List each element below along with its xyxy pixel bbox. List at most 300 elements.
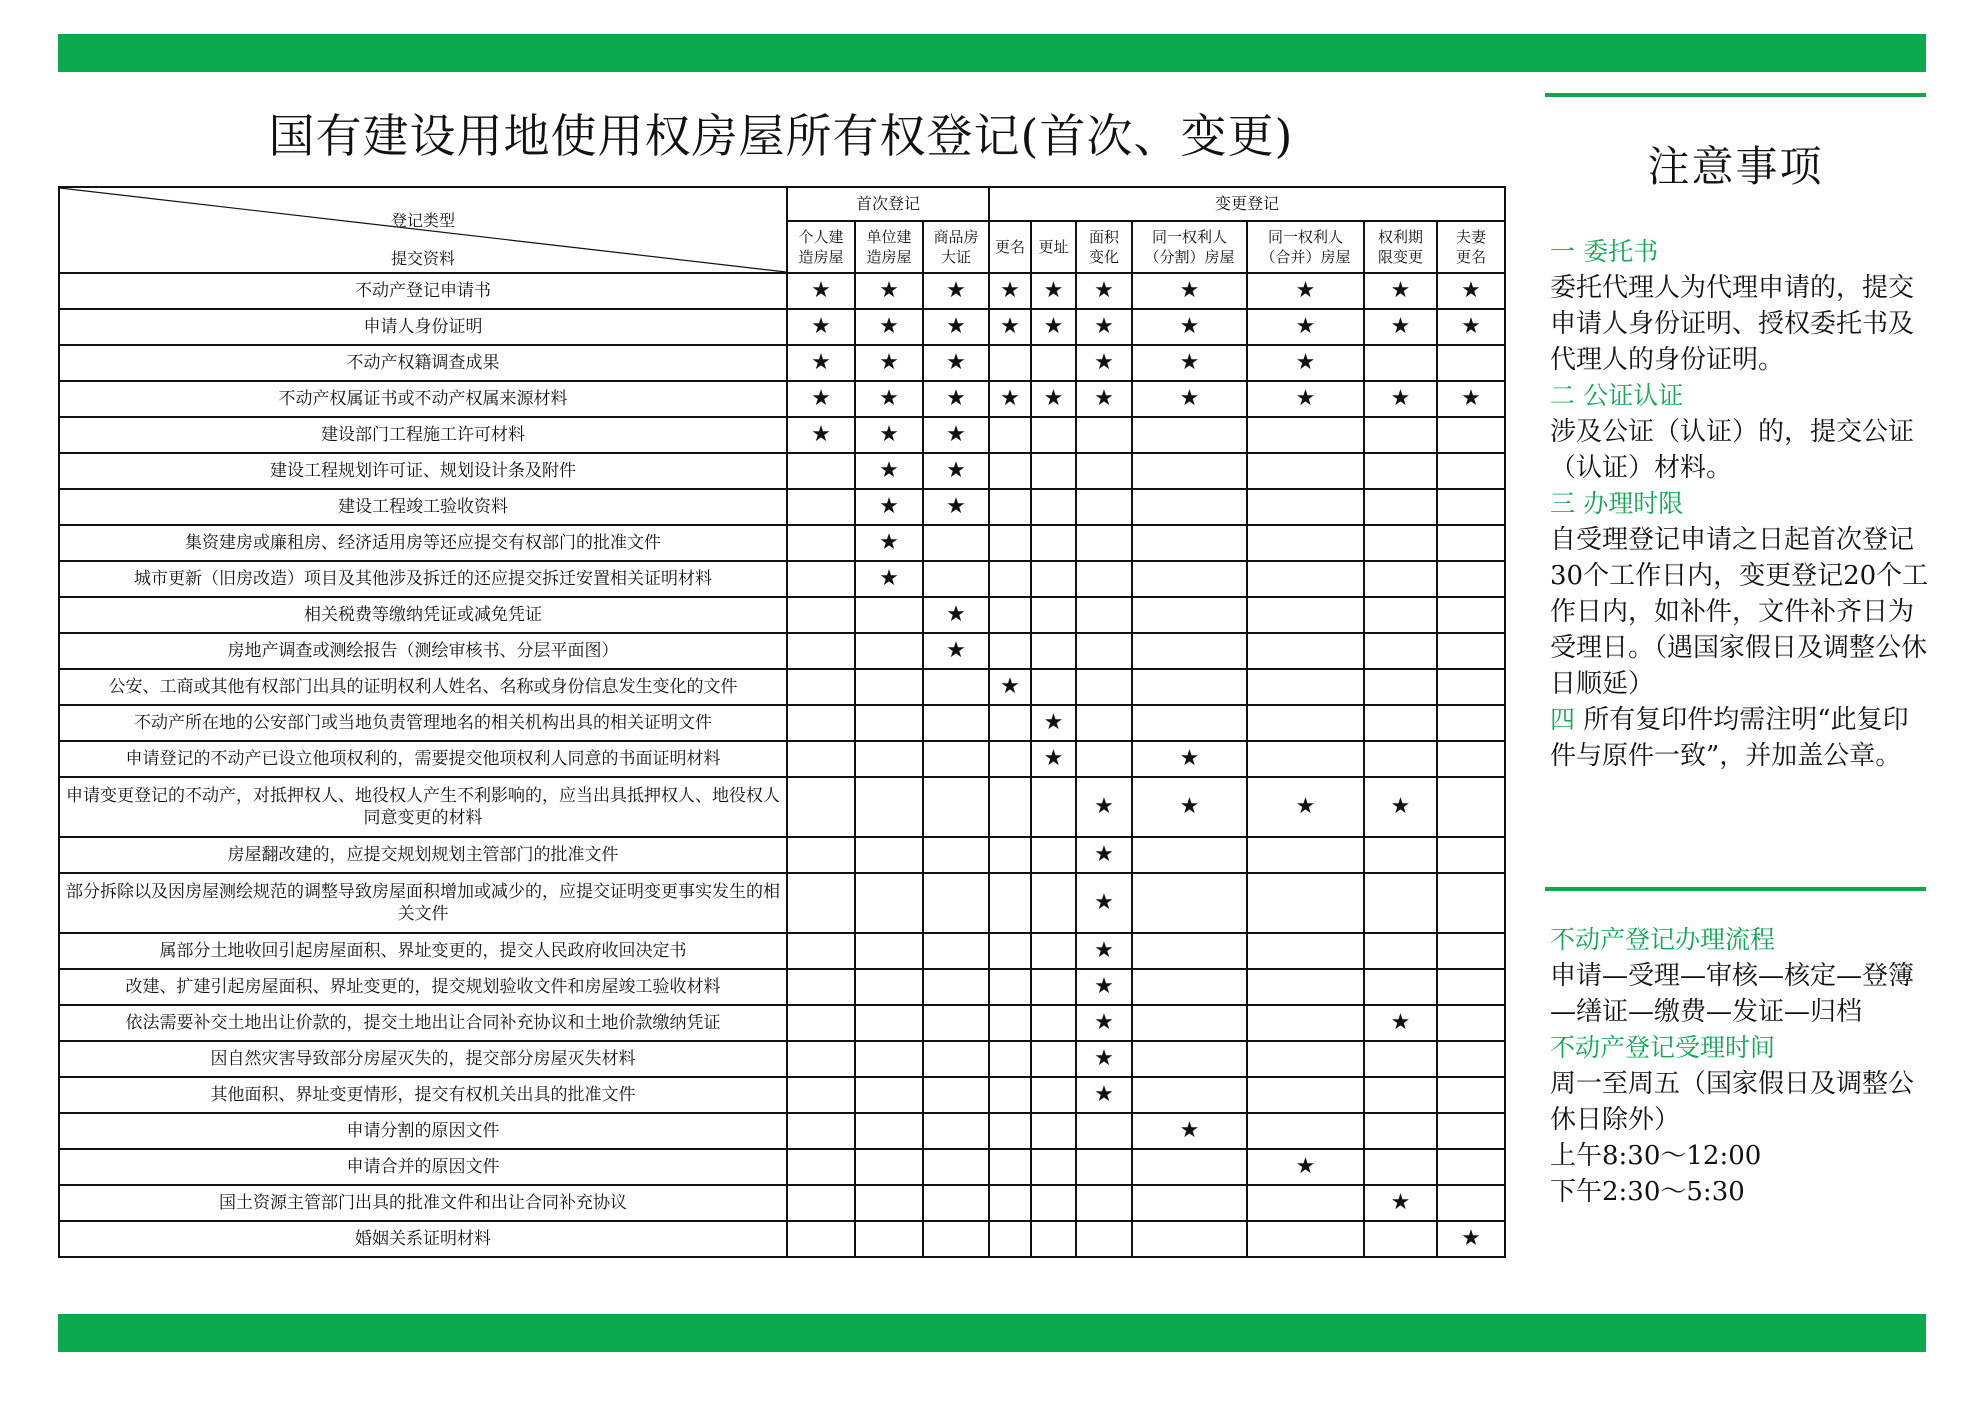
empty-cell xyxy=(1132,969,1247,1005)
empty-cell xyxy=(1437,1185,1505,1221)
required-star-cell xyxy=(923,633,989,669)
required-star-cell xyxy=(855,345,923,381)
empty-cell xyxy=(989,1221,1031,1257)
empty-cell xyxy=(787,705,855,741)
required-star-cell xyxy=(1437,1221,1505,1257)
table-row xyxy=(59,1077,1505,1113)
empty-cell xyxy=(1031,1149,1076,1185)
column-header: 面积 变化 xyxy=(1076,221,1132,273)
empty-cell xyxy=(989,705,1031,741)
star-icon: ★ xyxy=(1000,314,1020,339)
material-label: 不动产权籍调查成果 xyxy=(59,345,787,381)
empty-cell xyxy=(1437,453,1505,489)
empty-cell xyxy=(1437,933,1505,969)
required-star-cell xyxy=(989,381,1031,417)
empty-cell xyxy=(1437,1005,1505,1041)
required-star-cell xyxy=(1076,345,1132,381)
star-icon: ★ xyxy=(1461,314,1481,339)
empty-cell xyxy=(1247,969,1364,1005)
empty-cell xyxy=(989,837,1031,873)
required-star-cell xyxy=(1437,381,1505,417)
material-label: 依法需要补交土地出让价款的，提交土地出让合同补充协议和土地价款缴纳凭证 xyxy=(59,1005,787,1041)
side-middle-line xyxy=(1545,887,1926,891)
table-row xyxy=(59,561,1505,597)
table-row xyxy=(59,273,1505,309)
empty-cell xyxy=(1437,417,1505,453)
empty-cell xyxy=(787,453,855,489)
empty-cell xyxy=(1364,837,1437,873)
empty-cell xyxy=(1031,1113,1076,1149)
star-icon: ★ xyxy=(1043,278,1064,303)
required-star-cell xyxy=(1076,309,1132,345)
empty-cell xyxy=(1364,453,1437,489)
note-title: 办理时限 xyxy=(1583,489,1684,518)
table-corner-header xyxy=(59,187,787,273)
material-label: 房地产调查或测绘报告（测绘审核书、分层平面图） xyxy=(59,633,787,669)
empty-cell xyxy=(1031,453,1076,489)
required-star-cell xyxy=(787,309,855,345)
required-star-cell xyxy=(855,561,923,597)
material-label: 申请登记的不动产已设立他项权利的，需要提交他项权利人同意的书面证明材料 xyxy=(59,741,787,777)
empty-cell xyxy=(1437,777,1505,837)
empty-cell xyxy=(989,489,1031,525)
material-label: 改建、扩建引起房屋面积、界址变更的，提交规划验收文件和房屋竣工验收材料 xyxy=(59,969,787,1005)
required-star-cell xyxy=(1076,969,1132,1005)
material-label: 建设工程竣工验收资料 xyxy=(59,489,787,525)
star-icon: ★ xyxy=(946,314,966,339)
star-icon: ★ xyxy=(1461,386,1481,411)
empty-cell xyxy=(1031,597,1076,633)
empty-cell xyxy=(1247,669,1364,705)
star-icon: ★ xyxy=(946,422,966,447)
empty-cell xyxy=(1076,705,1132,741)
empty-cell xyxy=(855,933,923,969)
star-icon: ★ xyxy=(1094,1046,1114,1071)
empty-cell xyxy=(923,1185,989,1221)
required-star-cell xyxy=(1364,273,1437,309)
star-icon: ★ xyxy=(1390,1010,1411,1035)
star-icon: ★ xyxy=(946,350,966,375)
star-icon: ★ xyxy=(879,566,899,591)
empty-cell xyxy=(1364,597,1437,633)
bottom-green-bar xyxy=(58,1314,1926,1352)
empty-cell xyxy=(1076,453,1132,489)
empty-cell xyxy=(1364,1041,1437,1077)
empty-cell xyxy=(1132,1149,1247,1185)
column-header: 商品房 大证 xyxy=(923,221,989,273)
empty-cell xyxy=(1247,525,1364,561)
registration-materials-table xyxy=(58,186,1506,1258)
empty-cell xyxy=(1364,345,1437,381)
empty-cell xyxy=(787,597,855,633)
star-icon: ★ xyxy=(1295,386,1316,411)
empty-cell xyxy=(1132,873,1247,933)
empty-cell xyxy=(855,597,923,633)
material-label: 婚姻关系证明材料 xyxy=(59,1221,787,1257)
empty-cell xyxy=(1076,597,1132,633)
star-icon: ★ xyxy=(1094,386,1114,411)
empty-cell xyxy=(1031,1005,1076,1041)
material-label: 申请分割的原因文件 xyxy=(59,1113,787,1149)
star-icon: ★ xyxy=(1179,278,1200,303)
empty-cell xyxy=(1076,525,1132,561)
star-icon: ★ xyxy=(1000,386,1020,411)
empty-cell xyxy=(1076,669,1132,705)
required-star-cell xyxy=(1132,1113,1247,1149)
star-icon: ★ xyxy=(879,278,899,303)
table-row xyxy=(59,873,1505,933)
empty-cell xyxy=(787,933,855,969)
empty-cell xyxy=(855,705,923,741)
star-icon: ★ xyxy=(1043,386,1064,411)
empty-cell xyxy=(1437,1077,1505,1113)
group-header: 变更登记 xyxy=(989,187,1505,221)
table-row xyxy=(59,669,1505,705)
empty-cell xyxy=(923,1005,989,1041)
required-star-cell xyxy=(1247,345,1364,381)
note-body: 涉及公证（认证）的，提交公证（认证）材料。 xyxy=(1550,417,1915,483)
empty-cell xyxy=(787,1113,855,1149)
process-section xyxy=(1550,922,1930,1210)
empty-cell xyxy=(989,969,1031,1005)
star-icon: ★ xyxy=(879,458,899,483)
empty-cell xyxy=(1437,837,1505,873)
side-top-line xyxy=(1545,93,1926,97)
empty-cell xyxy=(1076,417,1132,453)
material-label: 申请人身份证明 xyxy=(59,309,787,345)
empty-cell xyxy=(1364,933,1437,969)
empty-cell xyxy=(1364,489,1437,525)
empty-cell xyxy=(1247,1113,1364,1149)
empty-cell xyxy=(989,933,1031,969)
empty-cell xyxy=(787,489,855,525)
empty-cell xyxy=(1076,1113,1132,1149)
empty-cell xyxy=(989,1005,1031,1041)
empty-cell xyxy=(1132,597,1247,633)
required-star-cell xyxy=(1076,273,1132,309)
notes-section xyxy=(1550,234,1930,774)
empty-cell xyxy=(1031,933,1076,969)
empty-cell xyxy=(1437,345,1505,381)
star-icon: ★ xyxy=(1461,1226,1481,1251)
empty-cell xyxy=(989,453,1031,489)
table-row xyxy=(59,633,1505,669)
empty-cell xyxy=(1364,561,1437,597)
star-icon: ★ xyxy=(1295,350,1316,375)
empty-cell xyxy=(1247,741,1364,777)
note-body: 委托代理人为代理申请的，提交申请人身份证明、授权委托书及代理人的身份证明。 xyxy=(1550,273,1915,375)
column-header: 更址 xyxy=(1031,221,1076,273)
required-star-cell xyxy=(1247,381,1364,417)
required-star-cell xyxy=(1132,381,1247,417)
required-star-cell xyxy=(1364,381,1437,417)
required-star-cell xyxy=(1247,1149,1364,1185)
required-star-cell xyxy=(1031,705,1076,741)
empty-cell xyxy=(1031,837,1076,873)
empty-cell xyxy=(1076,561,1132,597)
star-icon: ★ xyxy=(1179,386,1200,411)
required-star-cell xyxy=(989,669,1031,705)
star-icon: ★ xyxy=(811,422,831,447)
empty-cell xyxy=(989,345,1031,381)
empty-cell xyxy=(855,777,923,837)
table-row xyxy=(59,741,1505,777)
empty-cell xyxy=(787,1005,855,1041)
empty-cell xyxy=(787,969,855,1005)
empty-cell xyxy=(989,597,1031,633)
empty-cell xyxy=(1076,1149,1132,1185)
empty-cell xyxy=(855,1149,923,1185)
star-icon: ★ xyxy=(1390,314,1411,339)
empty-cell xyxy=(1247,1041,1364,1077)
empty-cell xyxy=(1132,561,1247,597)
empty-cell xyxy=(1437,525,1505,561)
note-number: 二 xyxy=(1550,381,1576,410)
material-label: 相关税费等缴纳凭证或减免凭证 xyxy=(59,597,787,633)
required-star-cell xyxy=(855,525,923,561)
empty-cell xyxy=(989,633,1031,669)
star-icon: ★ xyxy=(946,458,966,483)
empty-cell xyxy=(1364,1113,1437,1149)
required-star-cell xyxy=(855,381,923,417)
empty-cell xyxy=(1364,633,1437,669)
empty-cell xyxy=(923,969,989,1005)
empty-cell xyxy=(1247,837,1364,873)
empty-cell xyxy=(1031,525,1076,561)
note-title: 委托书 xyxy=(1583,237,1659,266)
empty-cell xyxy=(1437,669,1505,705)
empty-cell xyxy=(1437,741,1505,777)
empty-cell xyxy=(923,1041,989,1077)
empty-cell xyxy=(923,1221,989,1257)
required-star-cell xyxy=(787,273,855,309)
star-icon: ★ xyxy=(1094,794,1114,819)
empty-cell xyxy=(1031,1221,1076,1257)
required-star-cell xyxy=(855,417,923,453)
empty-cell xyxy=(1031,1077,1076,1113)
empty-cell xyxy=(989,1041,1031,1077)
corner-label-materials: 提交资料 xyxy=(390,249,455,268)
empty-cell xyxy=(1132,633,1247,669)
material-label: 不动产所在地的公安部门或当地负责管理地名的相关机构出具的相关证明文件 xyxy=(59,705,787,741)
empty-cell xyxy=(787,1149,855,1185)
column-header: 更名 xyxy=(989,221,1031,273)
required-star-cell xyxy=(855,309,923,345)
star-icon: ★ xyxy=(1295,278,1316,303)
empty-cell xyxy=(1031,1041,1076,1077)
empty-cell xyxy=(923,933,989,969)
empty-cell xyxy=(1364,969,1437,1005)
required-star-cell xyxy=(1132,345,1247,381)
required-star-cell xyxy=(1076,837,1132,873)
empty-cell xyxy=(1364,873,1437,933)
material-label: 城市更新（旧房改造）项目及其他涉及拆迁的还应提交拆迁安置相关证明材料 xyxy=(59,561,787,597)
empty-cell xyxy=(1364,705,1437,741)
required-star-cell xyxy=(1031,273,1076,309)
required-star-cell xyxy=(923,489,989,525)
empty-cell xyxy=(1132,1221,1247,1257)
note-body: 所有复印件均需注明“此复印件与原件一致”，并加盖公章。 xyxy=(1550,705,1909,771)
star-icon: ★ xyxy=(1094,1010,1114,1035)
empty-cell xyxy=(1076,633,1132,669)
empty-cell xyxy=(1364,1149,1437,1185)
star-icon: ★ xyxy=(879,314,899,339)
required-star-cell xyxy=(1132,309,1247,345)
star-icon: ★ xyxy=(946,638,966,663)
empty-cell xyxy=(1132,1185,1247,1221)
empty-cell xyxy=(1132,669,1247,705)
star-icon: ★ xyxy=(1179,350,1200,375)
required-star-cell xyxy=(787,381,855,417)
empty-cell xyxy=(1247,561,1364,597)
empty-cell xyxy=(1437,705,1505,741)
empty-cell xyxy=(989,561,1031,597)
column-header: 同一权利人 （合并）房屋 xyxy=(1247,221,1364,273)
note-title: 公证认证 xyxy=(1583,381,1684,410)
empty-cell xyxy=(1031,669,1076,705)
empty-cell xyxy=(1364,1221,1437,1257)
empty-cell xyxy=(1132,453,1247,489)
required-star-cell xyxy=(923,417,989,453)
material-label: 建设工程规划许可证、规划设计条及附件 xyxy=(59,453,787,489)
empty-cell xyxy=(787,1185,855,1221)
table-row xyxy=(59,1185,1505,1221)
empty-cell xyxy=(1437,1041,1505,1077)
material-label: 申请变更登记的不动产，对抵押权人、地役权人产生不利影响的，应当出具抵押权人、地役权人同意变更的材料 xyxy=(59,777,787,837)
empty-cell xyxy=(787,1077,855,1113)
empty-cell xyxy=(787,873,855,933)
empty-cell xyxy=(1132,933,1247,969)
table-row xyxy=(59,705,1505,741)
empty-cell xyxy=(1031,1185,1076,1221)
required-star-cell xyxy=(989,309,1031,345)
star-icon: ★ xyxy=(1094,890,1114,915)
empty-cell xyxy=(1132,1041,1247,1077)
star-icon: ★ xyxy=(1390,1190,1411,1215)
material-label: 不动产登记申请书 xyxy=(59,273,787,309)
empty-cell xyxy=(1132,705,1247,741)
required-star-cell xyxy=(1247,777,1364,837)
process-steps: 申请—受理—审核—核定—登簿—缮证—缴费—发证—归档 xyxy=(1550,961,1915,1027)
note-number: 三 xyxy=(1550,489,1576,518)
empty-cell xyxy=(989,873,1031,933)
star-icon: ★ xyxy=(1000,278,1020,303)
empty-cell xyxy=(1031,969,1076,1005)
table-row xyxy=(59,1005,1505,1041)
required-star-cell xyxy=(1437,309,1505,345)
star-icon: ★ xyxy=(1094,278,1114,303)
empty-cell xyxy=(787,837,855,873)
table-row xyxy=(59,1113,1505,1149)
hours-heading: 不动产登记受理时间 xyxy=(1550,1033,1776,1062)
empty-cell xyxy=(1364,417,1437,453)
star-icon: ★ xyxy=(1390,386,1411,411)
table-row xyxy=(59,1221,1505,1257)
empty-cell xyxy=(1076,1185,1132,1221)
star-icon: ★ xyxy=(879,494,899,519)
required-star-cell xyxy=(923,597,989,633)
table-row xyxy=(59,381,1505,417)
required-star-cell xyxy=(923,345,989,381)
star-icon: ★ xyxy=(879,350,899,375)
star-icon: ★ xyxy=(1179,1118,1200,1143)
required-star-cell xyxy=(855,489,923,525)
empty-cell xyxy=(923,741,989,777)
empty-cell xyxy=(989,1149,1031,1185)
star-icon: ★ xyxy=(946,278,966,303)
material-label: 集资建房或廉租房、经济适用房等还应提交有权部门的批准文件 xyxy=(59,525,787,561)
required-star-cell xyxy=(1132,273,1247,309)
table-row xyxy=(59,345,1505,381)
required-star-cell xyxy=(1031,381,1076,417)
star-icon: ★ xyxy=(811,278,831,303)
required-star-cell xyxy=(1031,309,1076,345)
empty-cell xyxy=(855,837,923,873)
empty-cell xyxy=(1031,561,1076,597)
empty-cell xyxy=(1031,873,1076,933)
empty-cell xyxy=(787,1221,855,1257)
empty-cell xyxy=(855,633,923,669)
empty-cell xyxy=(1076,489,1132,525)
empty-cell xyxy=(1247,1221,1364,1257)
star-icon: ★ xyxy=(879,530,899,555)
empty-cell xyxy=(923,1077,989,1113)
table-row xyxy=(59,933,1505,969)
star-icon: ★ xyxy=(1094,842,1114,867)
required-star-cell xyxy=(1076,777,1132,837)
note-heading xyxy=(1550,234,1930,270)
empty-cell xyxy=(1247,873,1364,933)
required-star-cell xyxy=(1364,1005,1437,1041)
table-row xyxy=(59,1149,1505,1185)
table-row xyxy=(59,417,1505,453)
required-star-cell xyxy=(855,453,923,489)
material-label: 其他面积、界址变更情形，提交有权机关出具的批准文件 xyxy=(59,1077,787,1113)
note-number: 四 xyxy=(1550,705,1576,734)
empty-cell xyxy=(1247,933,1364,969)
required-star-cell xyxy=(1076,1005,1132,1041)
table-row xyxy=(59,489,1505,525)
star-icon: ★ xyxy=(879,386,899,411)
empty-cell xyxy=(855,1005,923,1041)
required-star-cell xyxy=(1031,741,1076,777)
column-header: 夫妻 更名 xyxy=(1437,221,1505,273)
required-star-cell xyxy=(989,273,1031,309)
required-star-cell xyxy=(1076,933,1132,969)
hours-days: 周一至周五（国家假日及调整公休日除外） xyxy=(1550,1069,1915,1135)
material-label: 公安、工商或其他有权部门出具的证明权利人姓名、名称或身份信息发生变化的文件 xyxy=(59,669,787,705)
empty-cell xyxy=(923,1113,989,1149)
star-icon: ★ xyxy=(1094,350,1114,375)
star-icon: ★ xyxy=(1295,794,1316,819)
empty-cell xyxy=(1364,669,1437,705)
table-row xyxy=(59,453,1505,489)
empty-cell xyxy=(1364,1077,1437,1113)
star-icon: ★ xyxy=(1094,1082,1114,1107)
empty-cell xyxy=(1132,1077,1247,1113)
required-star-cell xyxy=(1132,777,1247,837)
empty-cell xyxy=(855,1077,923,1113)
material-label: 因自然灾害导致部分房屋灭失的，提交部分房屋灭失材料 xyxy=(59,1041,787,1077)
empty-cell xyxy=(1247,1185,1364,1221)
empty-cell xyxy=(1132,489,1247,525)
required-star-cell xyxy=(923,381,989,417)
empty-cell xyxy=(923,777,989,837)
note-heading xyxy=(1550,702,1930,774)
empty-cell xyxy=(855,1113,923,1149)
corner-label-type: 登记类型 xyxy=(390,211,455,230)
required-star-cell xyxy=(1437,273,1505,309)
